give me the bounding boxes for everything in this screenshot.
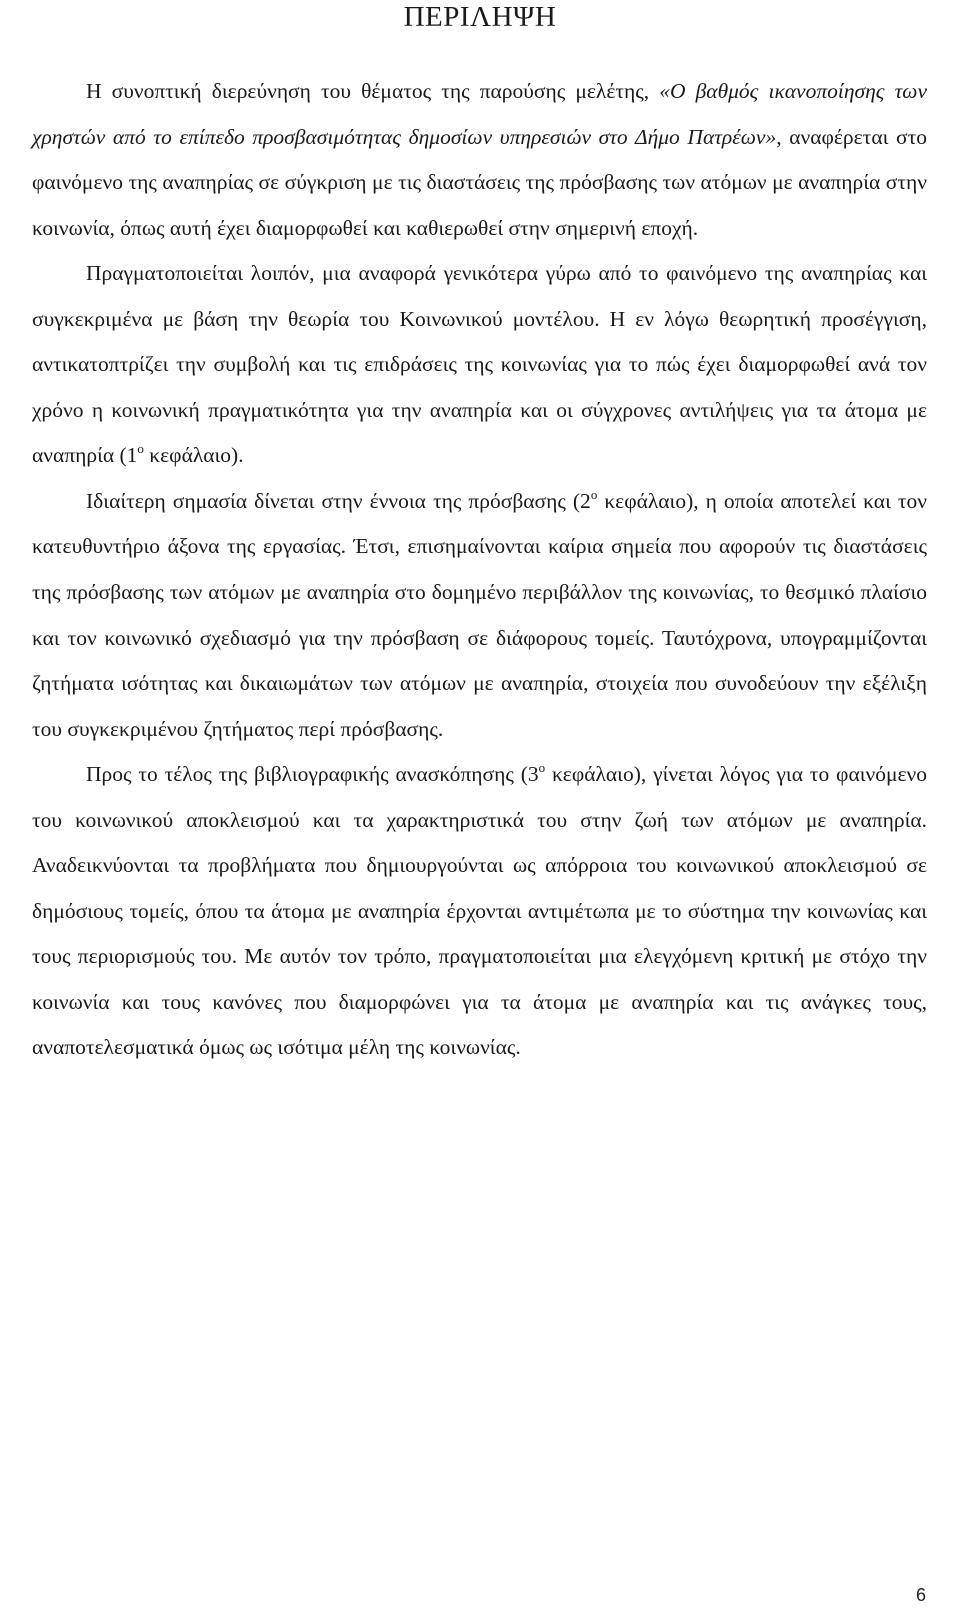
page-number: 6 [915,1585,926,1605]
paragraph-2-tail: κεφάλαιο). [143,443,244,468]
paragraph-2 [32,251,927,479]
paragraph-1 [32,69,927,251]
paragraph-1-lead: Η συνοπτική διερεύνηση του θέματος της παρούσης μελέτης, [86,79,660,103]
study-title-italic: «Ο βαθμός ικανοποίησης των χρηστών από το επίπεδο προσβασιμότητας δημοσίων υπηρεσιών στο Δήμο Πατρέων» [32,79,928,149]
paragraph-3-tail: κεφάλαιο), η οποία αποτελεί και τον κατευθυντήριο άξονα της εργασίας. Έτσι, επισημαίνονται καίρια σημεία που αφορούν τις διαστάσεις της πρόσβασης των ατόμων με αναπηρία στο δομημένο περιβάλλον της κοινωνίας, το θεσμικό πλαίσιο και τον κοινωνικό σχεδιασμό για την πρόσβαση σε διάφορους τομείς. Ταυτόχρονα, υπογραμμίζονται ζητήματα ισότητας και δικαιωμάτων των ατόμων με αναπηρία, στοιχεία που συνοδεύουν την εξέλιξη του συγκεκριμένου ζητήματος περί πρόσβασης. [32,488,927,741]
summary-body [32,69,927,1071]
ordinal-superscript: ο [538,760,546,776]
paragraph-4-tail: κεφάλαιο), γίνεται λόγος για το φαινόμενο του κοινωνικού αποκλεισμού και τα χαρακτηριστικά του στην ζωή των ατόμων με αναπηρία. Αναδεικνύονται τα προβλήματα που δημιουργούνται ως απόρροια του κοινωνικού αποκλεισμού σε δημόσιους τομείς, όπου τα άτομα με αναπηρία έρχονται αντιμέτωπα με το σύστημα την κοινωνίας και τους περιορισμούς του. Με αυτόν τον τρόπο, πραγματοποιείται μια ελεγχόμενη κριτική με στόχο την κοινωνία και τους κανόνες που διαμορφώνει για τα άτομα με αναπηρία και τις ανάγκες τους, αναποτελεσματικά όμως ως ισότιμα μέλη της κοινωνίας. [32,762,927,1060]
paragraph-4 [32,752,927,1071]
paragraph-2-text: Πραγματοποιείται λοιπόν, μια αναφορά γενικότερα γύρω από το φαινόμενο της αναπηρίας και συγκεκριμένα με βάση την θεωρία του Κοινωνικού μοντέλου. Η εν λόγω θεωρητική προσέγγιση, αντικατοπτρίζει την συμβολή και τις επιδράσεις της κοινωνίας για το πώς έχει διαμορφωθεί ανά τον χρόνο η κοινωνική πραγματικότητα για την αναπηρία και οι σύγχρονες αντιλήψεις για τα άτομα με αναπηρία (1 [32,261,927,468]
ordinal-superscript: ο [137,441,144,457]
page-title: ΠΕΡΙΛΗΨΗ [403,1,557,33]
paragraph-3 [32,479,927,752]
paragraph-3-text: Ιδιαίτερη σημασία δίνεται στην έννοια της πρόσβασης (2 [86,488,591,513]
paragraph-1-tail: , αναφέρεται στο φαινόμενο της αναπηρίας σε σύγκριση με τις διαστάσεις της πρόσβασης των ατόμων με αναπηρία στην κοινωνία, όπως αυτή έχει διαμορφωθεί και καθιερωθεί στην σημερινή εποχή. [32,124,927,240]
ordinal-superscript: ο [590,486,598,502]
paragraph-4-text: Προς το τέλος της βιβλιογραφικής ανασκόπησης (3 [86,762,539,787]
